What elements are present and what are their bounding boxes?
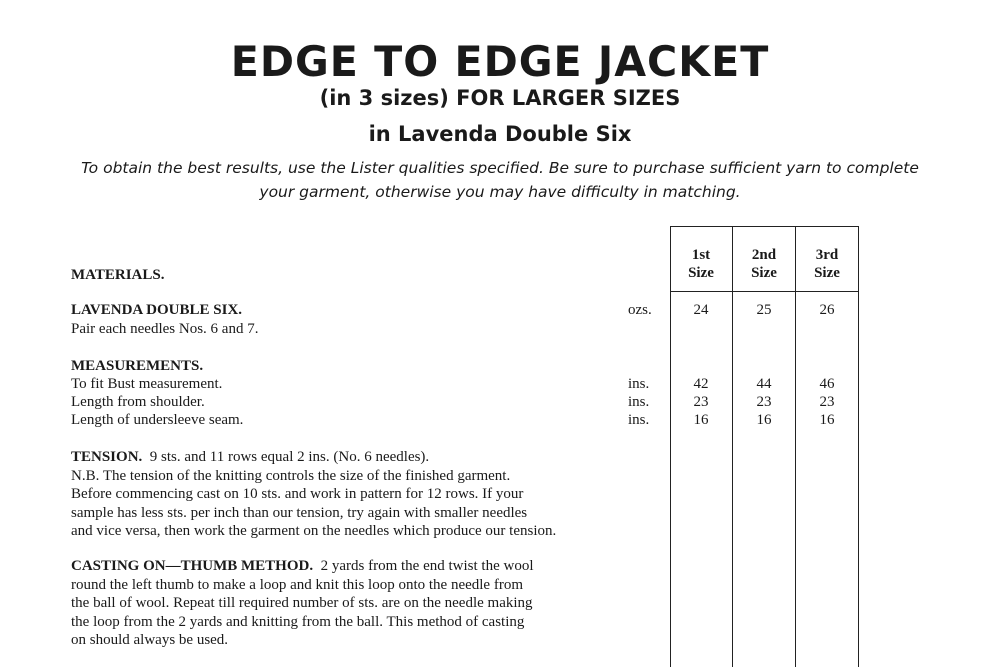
yarn-value-size-2: 25: [756, 302, 772, 318]
column-header-line2: Size: [814, 265, 840, 281]
measurement-value: 23: [756, 394, 772, 410]
measurement-value: 16: [819, 412, 835, 428]
casting-on-text: 2 yards from the end twist the wool: [320, 558, 534, 574]
column-header-size-1: [670, 246, 732, 282]
intro-text: [60, 156, 940, 204]
measurement-label: Length of undersleeve seam.: [71, 412, 244, 428]
measurement-value: 16: [693, 412, 709, 428]
casting-on-heading: CASTING ON—THUMB METHOD.: [71, 558, 314, 574]
materials-heading: MATERIALS.: [71, 267, 165, 283]
tension-heading: TENSION.: [71, 449, 143, 465]
table-border-right: [858, 226, 859, 667]
page-title: EDGE TO EDGE JACKET: [230, 37, 770, 86]
page-subtitle: (in 3 sizes) FOR LARGER SIZES: [319, 86, 681, 110]
table-border-left: [670, 226, 671, 667]
yarn-title: in Lavenda Double Six: [368, 122, 632, 146]
casting-on-line: on should always be used.: [71, 632, 229, 649]
casting-on-line: the loop from the 2 yards and knitting from the ball. This method of casting: [71, 613, 525, 630]
casting-on-line: round the left thumb to make a loop and knit this loop onto the needle from: [71, 576, 523, 593]
table-border-col1: [732, 226, 733, 667]
tension-text: 9 sts. and 11 rows equal 2 ins. (No. 6 needles).: [149, 449, 430, 465]
table-header-divider: [670, 291, 859, 292]
casting-on-line: the ball of wool. Repeat till required number of sts. are on the needle making: [71, 595, 533, 612]
tension-paragraph: [71, 448, 599, 541]
column-header-line1: 1st: [691, 247, 711, 263]
yarn-label: LAVENDA DOUBLE SIX.: [71, 302, 243, 318]
table-top-border: [670, 226, 859, 227]
yarn-value-size-3: 26: [819, 302, 835, 318]
measurement-label: To fit Bust measurement.: [71, 376, 223, 392]
casting-on-paragraph: [71, 557, 599, 650]
column-header-line1: 3rd: [815, 247, 839, 263]
intro-line-2: your garment, otherwise you may have difficulty in matching.: [259, 183, 741, 201]
column-header-size-3: [796, 246, 858, 282]
table-border-col2: [795, 226, 796, 667]
column-header-line2: Size: [751, 265, 777, 281]
measurement-value: 23: [819, 394, 835, 410]
yarn-value-size-1: 24: [693, 302, 709, 318]
measurement-value: 42: [693, 376, 709, 392]
measurement-unit: ins.: [628, 376, 650, 392]
column-header-size-2: [733, 246, 795, 282]
measurement-unit: ins.: [628, 412, 650, 428]
tension-line: [71, 448, 599, 467]
measurement-value: 16: [756, 412, 772, 428]
tension-line: and vice versa, then work the garment on the needles which produce our tension.: [71, 523, 557, 540]
measurement-unit: ins.: [628, 394, 650, 410]
yarn-unit: ozs.: [628, 302, 652, 318]
intro-line-1: To obtain the best results, use the Lister qualities specified. Be sure to purchase sufficient yarn to complete: [81, 159, 919, 177]
measurement-value: 46: [819, 376, 835, 392]
casting-on-line: [71, 557, 599, 576]
measurement-value: 44: [756, 376, 772, 392]
column-header-line2: Size: [688, 265, 714, 281]
tension-line: sample has less sts. per inch than our tension, try again with smaller needles: [71, 504, 528, 521]
tension-line: Before commencing cast on 10 sts. and work in pattern for 12 rows. If your: [71, 486, 524, 503]
measurements-heading: MEASUREMENTS.: [71, 358, 204, 374]
needles-text: Pair each needles Nos. 6 and 7.: [71, 321, 259, 337]
measurement-label: Length from shoulder.: [71, 394, 205, 410]
tension-line: N.B. The tension of the knitting controls the size of the finished garment.: [71, 467, 511, 484]
measurement-value: 23: [693, 394, 709, 410]
column-header-line1: 2nd: [751, 247, 777, 263]
